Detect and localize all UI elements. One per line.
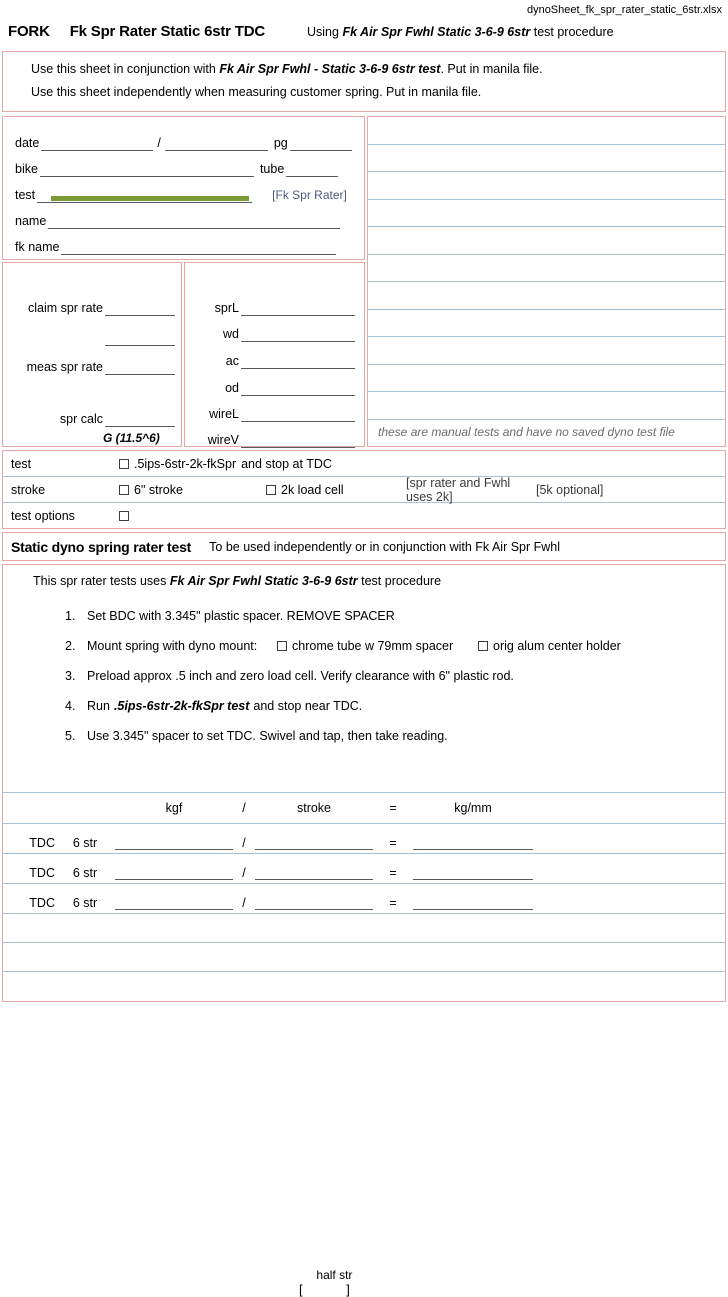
instructions-note-box bbox=[2, 51, 726, 112]
six-inch-stroke-text: 6" stroke bbox=[134, 482, 183, 497]
form-row-fk-name bbox=[3, 229, 364, 255]
od-input[interactable] bbox=[241, 381, 355, 396]
note-1-post: . Put in manila file. bbox=[440, 62, 543, 76]
row-2-slash: / bbox=[242, 866, 246, 880]
wirel-label: wireL bbox=[209, 407, 239, 421]
form-row-date bbox=[3, 125, 364, 151]
g-modulus-note: G (11.5^6) bbox=[103, 431, 160, 445]
header-kgf: kgf bbox=[165, 801, 183, 815]
name-input[interactable] bbox=[48, 214, 340, 229]
sprl-input[interactable] bbox=[241, 301, 355, 316]
ruled-line[interactable] bbox=[368, 200, 725, 228]
row-1-stroke-input[interactable] bbox=[255, 836, 373, 850]
header-form-box bbox=[2, 116, 365, 260]
title-using bbox=[307, 25, 614, 39]
procedure-step-3 bbox=[3, 661, 725, 691]
measurement-row bbox=[3, 854, 725, 884]
measurement-row bbox=[3, 824, 725, 854]
procedure-intro bbox=[3, 573, 725, 601]
test-procedure-checkbox[interactable] bbox=[119, 459, 129, 469]
extra-test-options-checkbox[interactable] bbox=[119, 511, 129, 521]
tube-input[interactable] bbox=[286, 162, 338, 177]
note-line-2: Use this sheet independently when measuring customer spring. Put in manila file. bbox=[31, 85, 482, 99]
ruled-line-note-row[interactable] bbox=[368, 420, 725, 447]
load-cell-optional-note: [5k optional] bbox=[536, 482, 604, 497]
row-2-tdc-label: TDC bbox=[29, 866, 55, 880]
step-4-text-italic: .5ips-6str-2k-fkSpr test bbox=[113, 699, 250, 713]
spr-calc-label: spr calc bbox=[59, 412, 103, 426]
row-3-kgmm-result[interactable] bbox=[413, 896, 533, 910]
note-line-1 bbox=[3, 58, 725, 81]
ruled-line[interactable] bbox=[368, 365, 725, 393]
spr-calc-input[interactable] bbox=[105, 412, 175, 427]
load-cell-note: [spr rater and Fwhl uses 2k] bbox=[406, 475, 511, 504]
header-equals: = bbox=[389, 801, 397, 815]
procedure-step-5 bbox=[3, 721, 725, 751]
header-stroke: stroke bbox=[296, 801, 332, 815]
notes-ruled-panel[interactable] bbox=[367, 116, 726, 447]
pg-label: pg bbox=[273, 136, 288, 150]
date-label: date bbox=[15, 136, 40, 150]
test-procedure-suffix: and stop at TDC bbox=[241, 456, 332, 471]
row-2-kgmm-result[interactable] bbox=[413, 866, 533, 880]
test-procedure-text: .5ips-6str-2k-fkSpr bbox=[134, 456, 237, 471]
form-row-bike bbox=[3, 151, 364, 177]
procedure-intro-post: test procedure bbox=[361, 574, 442, 588]
mid-left-column bbox=[2, 116, 365, 447]
test-label: test bbox=[15, 188, 36, 202]
orig-alum-center-holder-checkbox[interactable] bbox=[478, 641, 488, 651]
note-1-italic: Fk Air Spr Fwhl - Static 3-6-9 6str test bbox=[219, 62, 441, 76]
pg-input[interactable] bbox=[290, 136, 352, 151]
two-k-load-cell-checkbox[interactable] bbox=[266, 485, 276, 495]
row-1-kgmm-result[interactable] bbox=[413, 836, 533, 850]
date-input[interactable] bbox=[41, 136, 153, 151]
measurement-table bbox=[2, 792, 726, 1002]
step-5-text: Use 3.345" spacer to set TDC. Swivel and tap, then take reading. bbox=[87, 729, 448, 743]
step-1-number: 1. bbox=[65, 609, 76, 623]
procedure-step-4 bbox=[3, 691, 725, 721]
test-type-tag: [Fk Spr Rater] bbox=[272, 188, 347, 202]
date-slash: / bbox=[157, 136, 161, 150]
step-4-text-post: and stop near TDC. bbox=[253, 699, 363, 713]
options-stroke-label: stroke bbox=[11, 482, 46, 497]
section-subtitle: To be used independently or in conjunction with Fk Air Spr Fwhl bbox=[209, 539, 561, 554]
row-1-stroke-label: 6 str bbox=[72, 836, 98, 850]
row-3-slash: / bbox=[242, 896, 246, 910]
row-1-kgf-input[interactable] bbox=[115, 836, 233, 850]
title-using-suffix: test procedure bbox=[533, 25, 614, 39]
od-label: od bbox=[225, 381, 239, 395]
options-row-test-options bbox=[3, 503, 725, 528]
six-inch-stroke-checkbox[interactable] bbox=[119, 485, 129, 495]
ruled-line[interactable] bbox=[368, 392, 725, 420]
row-3-tdc-label: TDC bbox=[29, 896, 55, 910]
ruled-line[interactable] bbox=[368, 337, 725, 365]
claim-spr-rate-input[interactable] bbox=[105, 301, 175, 316]
test-value-highlight-bar bbox=[51, 196, 249, 201]
filename-label bbox=[0, 0, 728, 19]
options-row-test bbox=[3, 451, 725, 477]
header-kgmm: kg/mm bbox=[454, 801, 492, 815]
meas-spr-rate-input[interactable] bbox=[105, 360, 175, 375]
step-3-text: Preload approx .5 inch and zero load cell. Verify clearance with 6" plastic rod. bbox=[87, 669, 514, 683]
date-second-input[interactable] bbox=[165, 136, 268, 151]
row-3-kgf-input[interactable] bbox=[115, 896, 233, 910]
half-str-label: half str bbox=[316, 1268, 353, 1282]
wirev-label: wireV bbox=[207, 433, 239, 447]
header-slash: / bbox=[242, 801, 246, 815]
measurement-header-row bbox=[3, 792, 725, 824]
manual-tests-note: these are manual tests and have no saved dyno test file bbox=[378, 424, 675, 439]
blank-measurement-row[interactable] bbox=[3, 972, 725, 1001]
step-3-number: 3. bbox=[65, 669, 76, 683]
measurement-row bbox=[3, 884, 725, 914]
step-4-number: 4. bbox=[65, 699, 76, 713]
step-2-text: Mount spring with dyno mount: bbox=[87, 639, 258, 653]
wirev-input[interactable] bbox=[241, 433, 355, 448]
wd-label: wd bbox=[223, 327, 239, 341]
ruled-line[interactable] bbox=[368, 255, 725, 283]
filename-text: dynoSheet_fk_spr_rater_static_6str.xlsx bbox=[526, 4, 722, 16]
procedure-step-2 bbox=[3, 631, 725, 661]
ruled-line[interactable] bbox=[368, 172, 725, 200]
row-2-kgf-input[interactable] bbox=[115, 866, 233, 880]
row-2-stroke-label: 6 str bbox=[72, 866, 98, 880]
ruled-line[interactable] bbox=[368, 117, 725, 145]
row-1-slash: / bbox=[242, 836, 246, 850]
sprl-label: sprL bbox=[214, 301, 239, 315]
orig-alum-center-holder-text: orig alum center holder bbox=[493, 639, 621, 653]
wd-input[interactable] bbox=[241, 327, 355, 342]
name-label: name bbox=[15, 214, 47, 228]
meas-spr-rate-label: meas spr rate bbox=[26, 360, 103, 374]
fk-name-label: fk name bbox=[15, 240, 60, 254]
tube-label: tube bbox=[259, 162, 285, 176]
row-2-equals: = bbox=[389, 866, 397, 880]
title-main: Fk Spr Rater Static 6str TDC bbox=[69, 23, 265, 40]
claim-spr-rate-extra-input[interactable] bbox=[105, 331, 175, 346]
procedure-intro-italic: Fk Air Spr Fwhl Static 3-6-9 6str bbox=[169, 574, 358, 588]
claim-spr-rate-label: claim spr rate bbox=[27, 301, 103, 315]
row-3-stroke-input[interactable] bbox=[255, 896, 373, 910]
form-row-test bbox=[3, 177, 364, 203]
test-options-table bbox=[2, 450, 726, 529]
step-2-number: 2. bbox=[65, 639, 76, 653]
step-5-number: 5. bbox=[65, 729, 76, 743]
blank-measurement-row[interactable] bbox=[3, 914, 725, 943]
title-using-prefix: Using bbox=[307, 25, 339, 39]
row-1-equals: = bbox=[389, 836, 397, 850]
half-str-header bbox=[299, 1268, 370, 1297]
ac-label: ac bbox=[225, 354, 239, 368]
options-test-label: test bbox=[11, 456, 32, 471]
step-4-text-pre: Run bbox=[87, 699, 110, 713]
title-fork: FORK bbox=[8, 23, 50, 40]
mid-section bbox=[2, 116, 726, 447]
title-procedure-name: Fk Air Spr Fwhl Static 3-6-9 6str bbox=[342, 25, 531, 39]
two-k-load-cell-text: 2k load cell bbox=[281, 482, 344, 497]
bike-label: bike bbox=[15, 162, 38, 176]
step-1-text: Set BDC with 3.345" plastic spacer. REMOVE SPACER bbox=[87, 609, 395, 623]
chrome-tube-spacer-text: chrome tube w 79mm spacer bbox=[292, 639, 454, 653]
options-extra-label: test options bbox=[11, 508, 75, 523]
static-rater-section-header bbox=[2, 532, 726, 561]
ruled-line[interactable] bbox=[368, 282, 725, 310]
row-2-stroke-input[interactable] bbox=[255, 866, 373, 880]
note-1-pre: Use this sheet in conjunction with bbox=[31, 62, 216, 76]
form-row-name bbox=[3, 203, 364, 229]
page-title bbox=[0, 19, 728, 51]
fk-name-input[interactable] bbox=[61, 240, 336, 255]
wirel-input[interactable] bbox=[241, 407, 355, 422]
ac-input[interactable] bbox=[241, 354, 355, 369]
options-row-stroke bbox=[3, 477, 725, 503]
bike-input[interactable] bbox=[40, 162, 254, 177]
half-str-brackets: [ ] bbox=[299, 1282, 370, 1297]
spring-rate-left-box bbox=[2, 262, 182, 447]
row-3-equals: = bbox=[389, 896, 397, 910]
spring-rate-section bbox=[2, 262, 365, 447]
ruled-line[interactable] bbox=[368, 145, 725, 173]
blank-measurement-row[interactable] bbox=[3, 943, 725, 972]
row-1-tdc-label: TDC bbox=[29, 836, 55, 850]
chrome-tube-spacer-checkbox[interactable] bbox=[277, 641, 287, 651]
ruled-line[interactable] bbox=[368, 227, 725, 255]
procedure-intro-pre: This spr rater tests uses bbox=[33, 574, 167, 588]
spring-specs-box bbox=[184, 262, 365, 447]
ruled-line[interactable] bbox=[368, 310, 725, 338]
section-title: Static dyno spring rater test bbox=[11, 538, 192, 555]
procedure-step-1 bbox=[3, 601, 725, 631]
row-3-stroke-label: 6 str bbox=[72, 896, 98, 910]
